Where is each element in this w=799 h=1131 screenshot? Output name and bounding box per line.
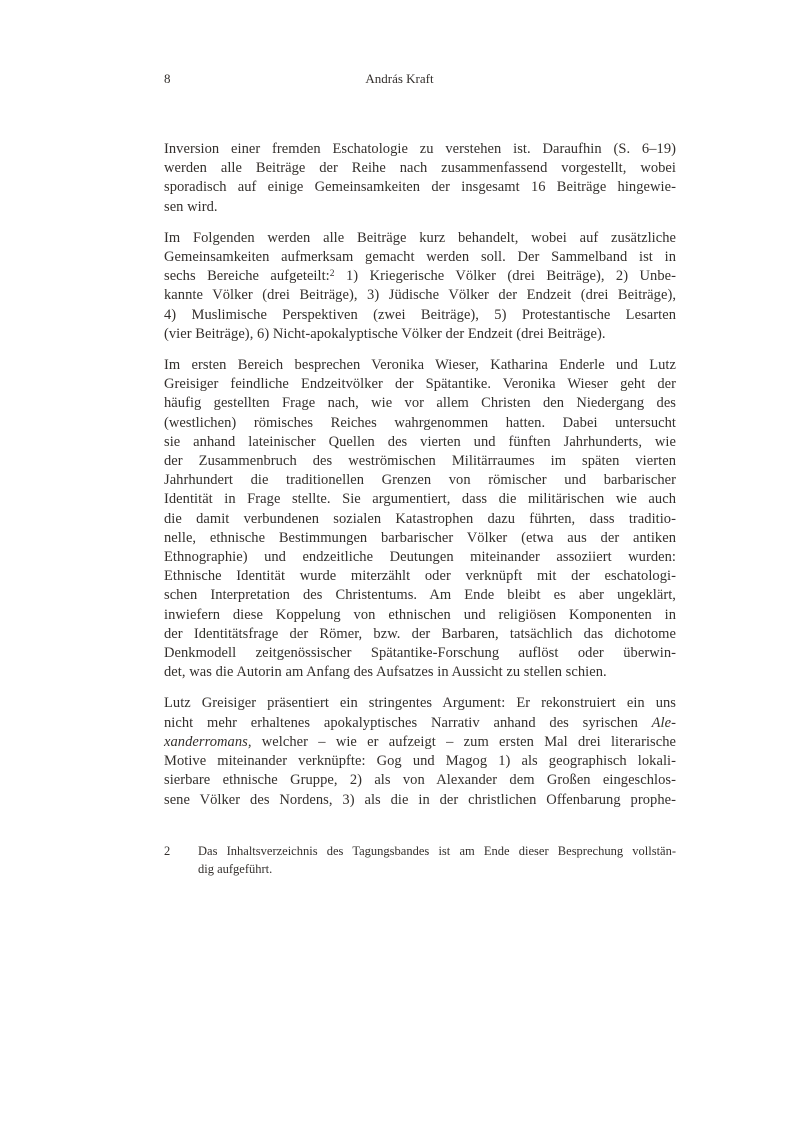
- footnote-text: [198, 842, 676, 878]
- text-line: [164, 159, 676, 178]
- text-line: [164, 490, 676, 509]
- text-segment: sporadisch auf einige Gemeinsamkeiten der insgesamt 16 Beiträge hingewie-: [164, 179, 676, 196]
- text-line: [164, 178, 676, 197]
- text-line: [164, 694, 676, 713]
- text-line: [164, 267, 676, 286]
- text-segment: Das Inhaltsverzeichnis des Tagungsbandes ist am Ende dieser Besprechung vollstän-: [198, 844, 676, 858]
- text-segment: nicht mehr erhaltenes apokalyptisches Narrativ anhand des syrischen: [164, 714, 652, 731]
- text-segment: Lutz Greisiger präsentiert ein stringentes Argument: Er rekonstruiert ein uns: [164, 695, 676, 712]
- text-segment: inwiefern diese Koppelung von ethnischen und religiösen Komponenten in: [164, 606, 676, 623]
- text-segment: Denkmodell zeitgenössischer Spätantike-Forschung auflöst oder überwin-: [164, 645, 676, 662]
- text-segment: (vier Beiträge), 6) Nicht-apokalyptische Völker der Endzeit (drei Beiträge).: [164, 325, 606, 342]
- italic-title: Ale-: [651, 714, 676, 731]
- text-line: [164, 529, 676, 548]
- text-line: [164, 663, 676, 682]
- text-segment: schen Interpretation des Christentums. Am Ende bleibt es aber ungeklärt,: [164, 587, 676, 604]
- paragraph: [164, 356, 676, 682]
- text-segment: 4) Muslimische Perspektiven (zwei Beiträge), 5) Protestantische Lesarten: [164, 306, 676, 323]
- text-line: [164, 714, 676, 733]
- text-line: [164, 548, 676, 567]
- footnote: [164, 842, 676, 878]
- text-line: [164, 510, 676, 529]
- text-line: [164, 286, 676, 305]
- text-line: [164, 733, 676, 752]
- body-text: [164, 140, 676, 822]
- text-segment: welcher – wie er aufzeigt – zum ersten Mal drei literarische: [251, 733, 676, 750]
- text-segment: (westlichen) römisches Reiches wahrgenommen hatten. Dabei untersucht: [164, 414, 676, 431]
- paragraph: [164, 694, 676, 809]
- text-segment: nelle, ethnische Bestimmungen barbarischer Völker (etwa aus der antiken: [164, 529, 676, 546]
- text-segment: sechs Bereiche aufgeteilt:: [164, 268, 330, 285]
- text-line: [164, 306, 676, 325]
- text-segment: Ethnographie) und endzeitliche Deutungen miteinander assoziiert wurden:: [164, 549, 676, 566]
- text-segment: sene Völker des Nordens, 3) als die in der christlichen Offenbarung prophe-: [164, 791, 676, 808]
- text-segment: Identität in Frage stellte. Sie argumentiert, dass die militärischen wie auch: [164, 491, 676, 508]
- text-segment: sen wird.: [164, 198, 218, 215]
- text-segment: häufig gestellten Frage nach, wie vor allem Christen den Niedergang des: [164, 395, 676, 412]
- page-number: 8: [164, 71, 171, 86]
- paragraph: [164, 140, 676, 217]
- text-segment: kannte Völker (drei Beiträge), 3) Jüdische Völker der Endzeit (drei Beiträge),: [164, 287, 676, 304]
- text-segment: der Identitätsfrage der Römer, bzw. der Barbaren, tatsächlich das dichotome: [164, 625, 676, 642]
- text-line: [164, 414, 676, 433]
- text-line: [164, 586, 676, 605]
- text-line: [164, 394, 676, 413]
- page-header: [0, 71, 799, 87]
- text-segment: Gemeinsamkeiten aufmerksam gemacht werden soll. Der Sammelband ist in: [164, 249, 676, 266]
- text-line: [164, 644, 676, 663]
- text-line: [164, 567, 676, 586]
- text-segment: die damit verbundenen sozialen Katastrophen dazu führten, dass traditio-: [164, 510, 676, 527]
- text-line: [164, 198, 676, 217]
- footnote-number: 2: [164, 844, 171, 858]
- italic-title: xanderromans,: [164, 733, 252, 750]
- running-head-author: András Kraft: [365, 71, 434, 86]
- text-segment: Motive miteinander verknüpfte: Gog und Magog 1) als geographisch lokali-: [164, 753, 676, 770]
- text-segment: Jahrhundert die traditionellen Grenzen von römischer und barbarischer: [164, 472, 676, 489]
- text-segment: Im Folgenden werden alle Beiträge kurz behandelt, wobei auf zusätzliche: [164, 229, 676, 246]
- text-line: [198, 860, 676, 878]
- text-line: [164, 229, 676, 248]
- text-line: [164, 325, 676, 344]
- text-line: [164, 452, 676, 471]
- text-segment: werden alle Beiträge der Reihe nach zusammenfassend vorgestellt, wobei: [164, 160, 676, 177]
- footnote-ref: 2: [329, 268, 335, 279]
- text-line: [164, 433, 676, 452]
- text-line: [164, 356, 676, 375]
- text-line: [164, 248, 676, 267]
- text-line: [164, 606, 676, 625]
- text-segment: 1) Kriegerische Völker (drei Beiträge), 2) Unbe-: [334, 268, 676, 285]
- text-segment: sierbare ethnische Gruppe, 2) als von Alexander dem Großen eingeschlos-: [164, 772, 676, 789]
- text-line: [164, 375, 676, 394]
- text-line: [164, 140, 676, 159]
- text-segment: sie anhand lateinischer Quellen des vierten und fünften Jahrhunderts, wie: [164, 433, 676, 450]
- text-line: [164, 625, 676, 644]
- text-line: [164, 752, 676, 771]
- text-segment: der Zusammenbruch des weströmischen Militärraumes im späten vierten: [164, 453, 676, 470]
- text-segment: det, was die Autorin am Anfang des Aufsatzes in Aussicht zu stellen schien.: [164, 664, 607, 681]
- text-segment: Inversion einer fremden Eschatologie zu verstehen ist. Daraufhin (S. 6–19): [164, 141, 676, 157]
- text-segment: Greisiger feindliche Endzeitvölker der Spätantike. Veronika Wieser geht der: [164, 376, 676, 393]
- text-segment: Ethnische Identität wurde miterzählt oder verknüpft mit der eschatologi-: [164, 568, 676, 585]
- paragraph: [164, 229, 676, 344]
- text-line: [198, 842, 676, 860]
- text-segment: dig aufgeführt.: [198, 862, 273, 876]
- text-line: [164, 791, 676, 810]
- text-line: [164, 471, 676, 490]
- text-line: [164, 771, 676, 790]
- text-segment: Im ersten Bereich besprechen Veronika Wieser, Katharina Enderle und Lutz: [164, 357, 676, 374]
